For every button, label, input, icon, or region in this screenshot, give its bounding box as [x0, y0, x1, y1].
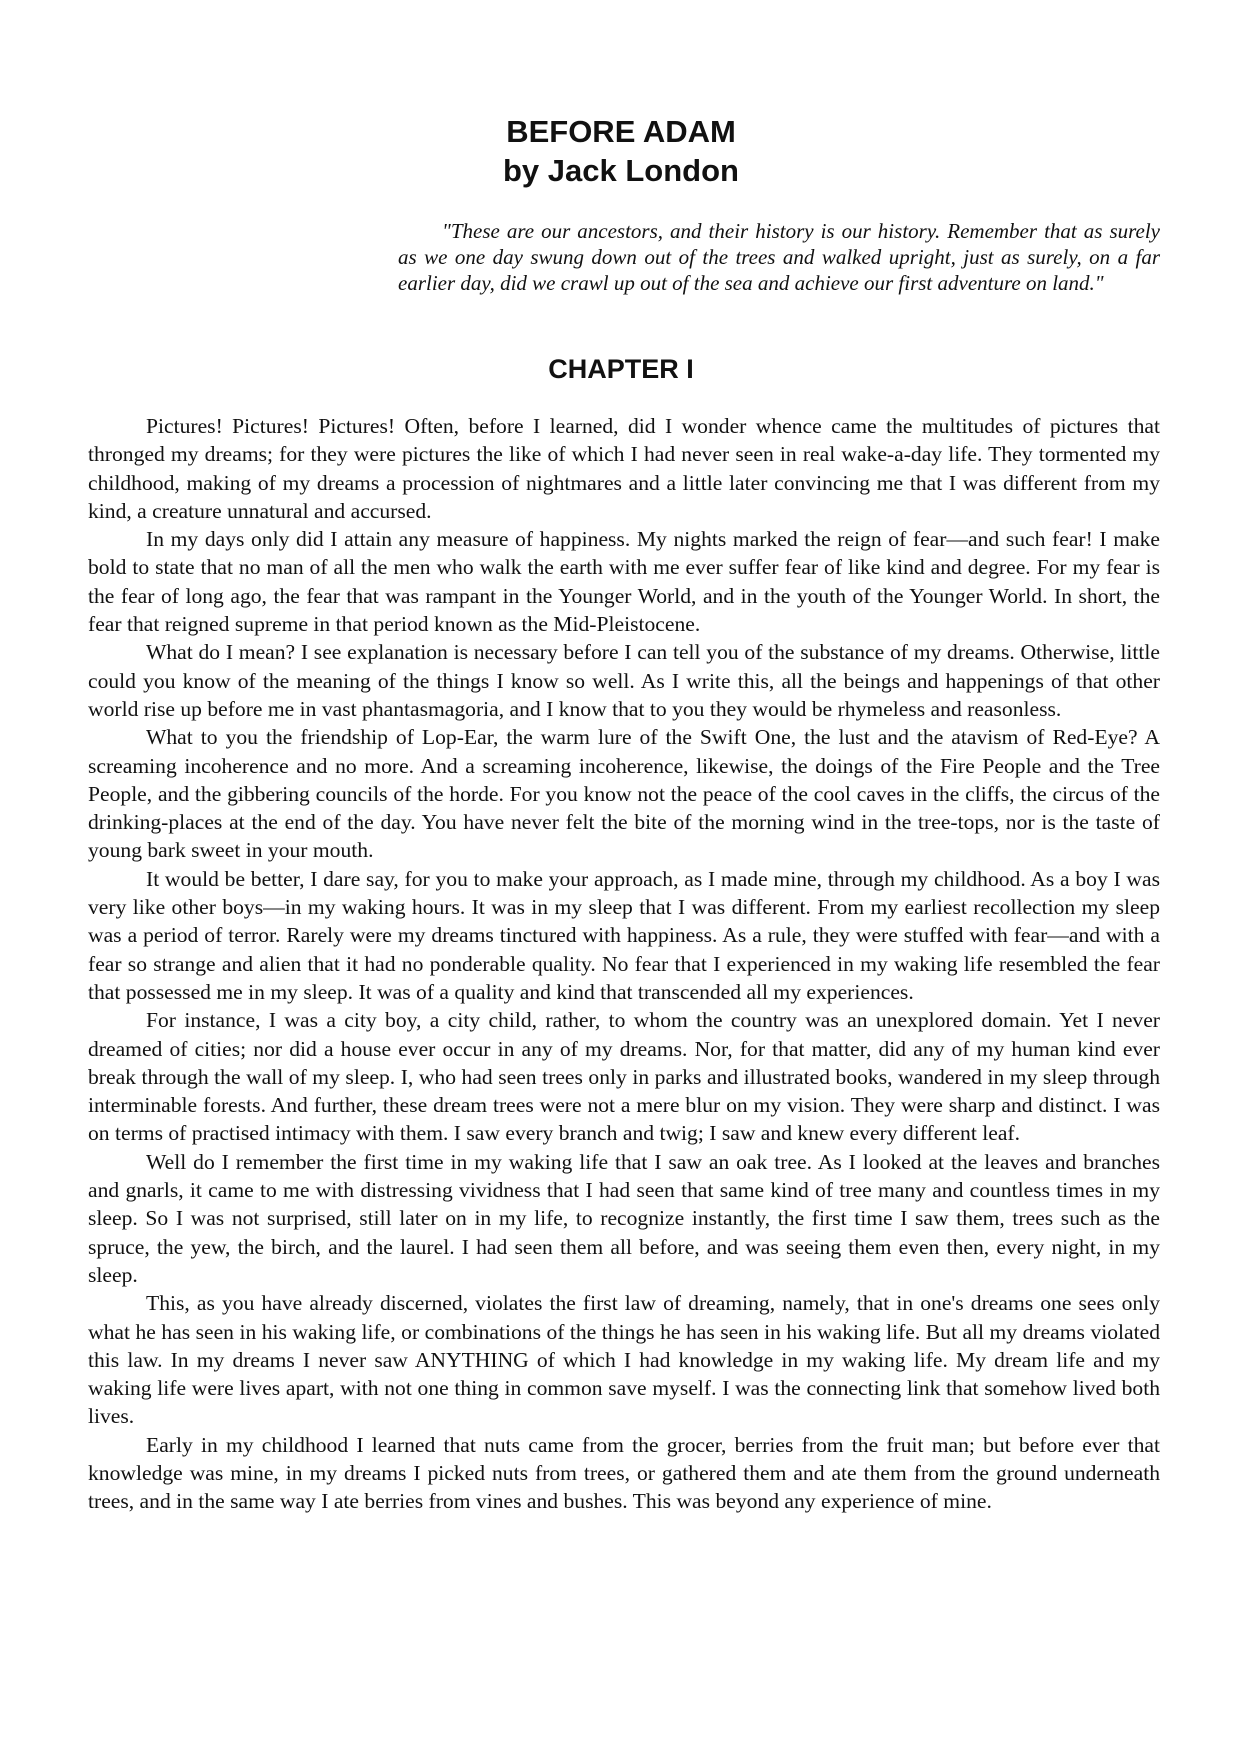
chapter-body [88, 412, 1160, 1516]
paragraph: Early in my childhood I learned that nuts came from the grocer, berries from the fruit man; but before ever that knowledge was mine, in my dreams I picked nuts from trees, or gathered them and ate them from the ground underneath trees, and in the same way I ate berries from vines and bushes. This was beyond any experience of mine. [88, 1432, 1160, 1514]
paragraph: In my days only did I attain any measure of happiness. My nights marked the reign of fear—and such fear! I make bold to state that no man of all the men who walk the earth with me ever suffer fear of like kind and degree. For my fear is the fear of long ago, the fear that was rampant in the Younger World, and in the youth of the Younger World. In short, the fear that reigned supreme in that period known as the Mid-Pleistocene. [88, 527, 1160, 637]
epigraph [398, 218, 1160, 296]
book-title: BEFORE ADAM [506, 114, 736, 149]
title-block [0, 112, 1242, 190]
chapter-heading: CHAPTER I [548, 354, 694, 384]
paragraph: For instance, I was a city boy, a city child, rather, to whom the country was an unexplored domain. Yet I never dreamed of cities; nor did a house ever occur in any of my dreams. Nor, for that matter, did any of my human kind ever break through the wall of my sleep. I, who had seen trees only in parks and illustrated books, wandered in my sleep through interminable forests. And further, these dream trees were not a mere blur on my vision. They were sharp and distinct. I was on terms of practised intimacy with them. I saw every branch and twig; I saw and knew every different leaf. [88, 1008, 1160, 1146]
book-byline: by Jack London [503, 153, 739, 188]
epigraph-text: "These are our ancestors, and their history is our history. Remember that as surely as we one day swung down out of the trees and walked upright, just as surely, on a far earlier day, did we crawl up out of the sea and achieve our first adventure on land." [398, 219, 1160, 295]
paragraph: Pictures! Pictures! Pictures! Often, before I learned, did I wonder whence came the multitudes of pictures that thronged my dreams; for they were pictures the like of which I had never seen in real wake-a-day life. They tormented my childhood, making of my dreams a procession of nightmares and a little later convincing me that I was different from my kind, a creature unnatural and accursed. [88, 414, 1160, 523]
paragraph: It would be better, I dare say, for you to make your approach, as I made mine, through my childhood. As a boy I was very like other boys—in my waking hours. It was in my sleep that I was different. From my earliest recollection my sleep was a period of terror. Rarely were my dreams tinctured with happiness. As a rule, they were stuffed with fear—and with a fear so strange and alien that it had no ponderable quality. No fear that I experienced in my waking life resembled the fear that possessed me in my sleep. It was of a quality and kind that transcended all my experiences. [88, 866, 1160, 1004]
paragraph: This, as you have already discerned, violates the first law of dreaming, namely, that in one's dreams one sees only what he has seen in his waking life, or combinations of the things he has seen in his waking life. But all my dreams violated this law. In my dreams I never saw ANYTHING of which I had knowledge in my waking life. My dream life and my waking life were lives apart, with not one thing in common save myself. I was the connecting link that somehow lived both lives. [88, 1291, 1160, 1429]
paragraph: What do I mean? I see explanation is necessary before I can tell you of the substance of my dreams. Otherwise, little could you know of the meaning of the things I know so well. As I write this, all the beings and happenings of that other world rise up before me in vast phantasmagoria, and I know that to you they would be rhymeless and reasonless. [88, 640, 1160, 721]
paragraph: Well do I remember the first time in my waking life that I saw an oak tree. As I looked at the leaves and branches and gnarls, it came to me with distressing vividness that I had seen that same kind of tree many and countless times in my sleep. So I was not surprised, still later on in my life, to recognize instantly, the first time I saw them, trees such as the spruce, the yew, the birch, and the laurel. I had seen them all before, and was seeing them even then, every night, in my sleep. [88, 1149, 1160, 1287]
paragraph: What to you the friendship of Lop-Ear, the warm lure of the Swift One, the lust and the atavism of Red-Eye? A screaming incoherence and no more. And a screaming incoherence, likewise, the doings of the Fire People and the Tree People, and the gibbering councils of the horde. For you know not the peace of the cool caves in the cliffs, the circus of the drinking-places at the end of the day. You have never felt the bite of the morning wind in the tree-tops, nor is the taste of young bark sweet in your mouth. [88, 725, 1160, 863]
